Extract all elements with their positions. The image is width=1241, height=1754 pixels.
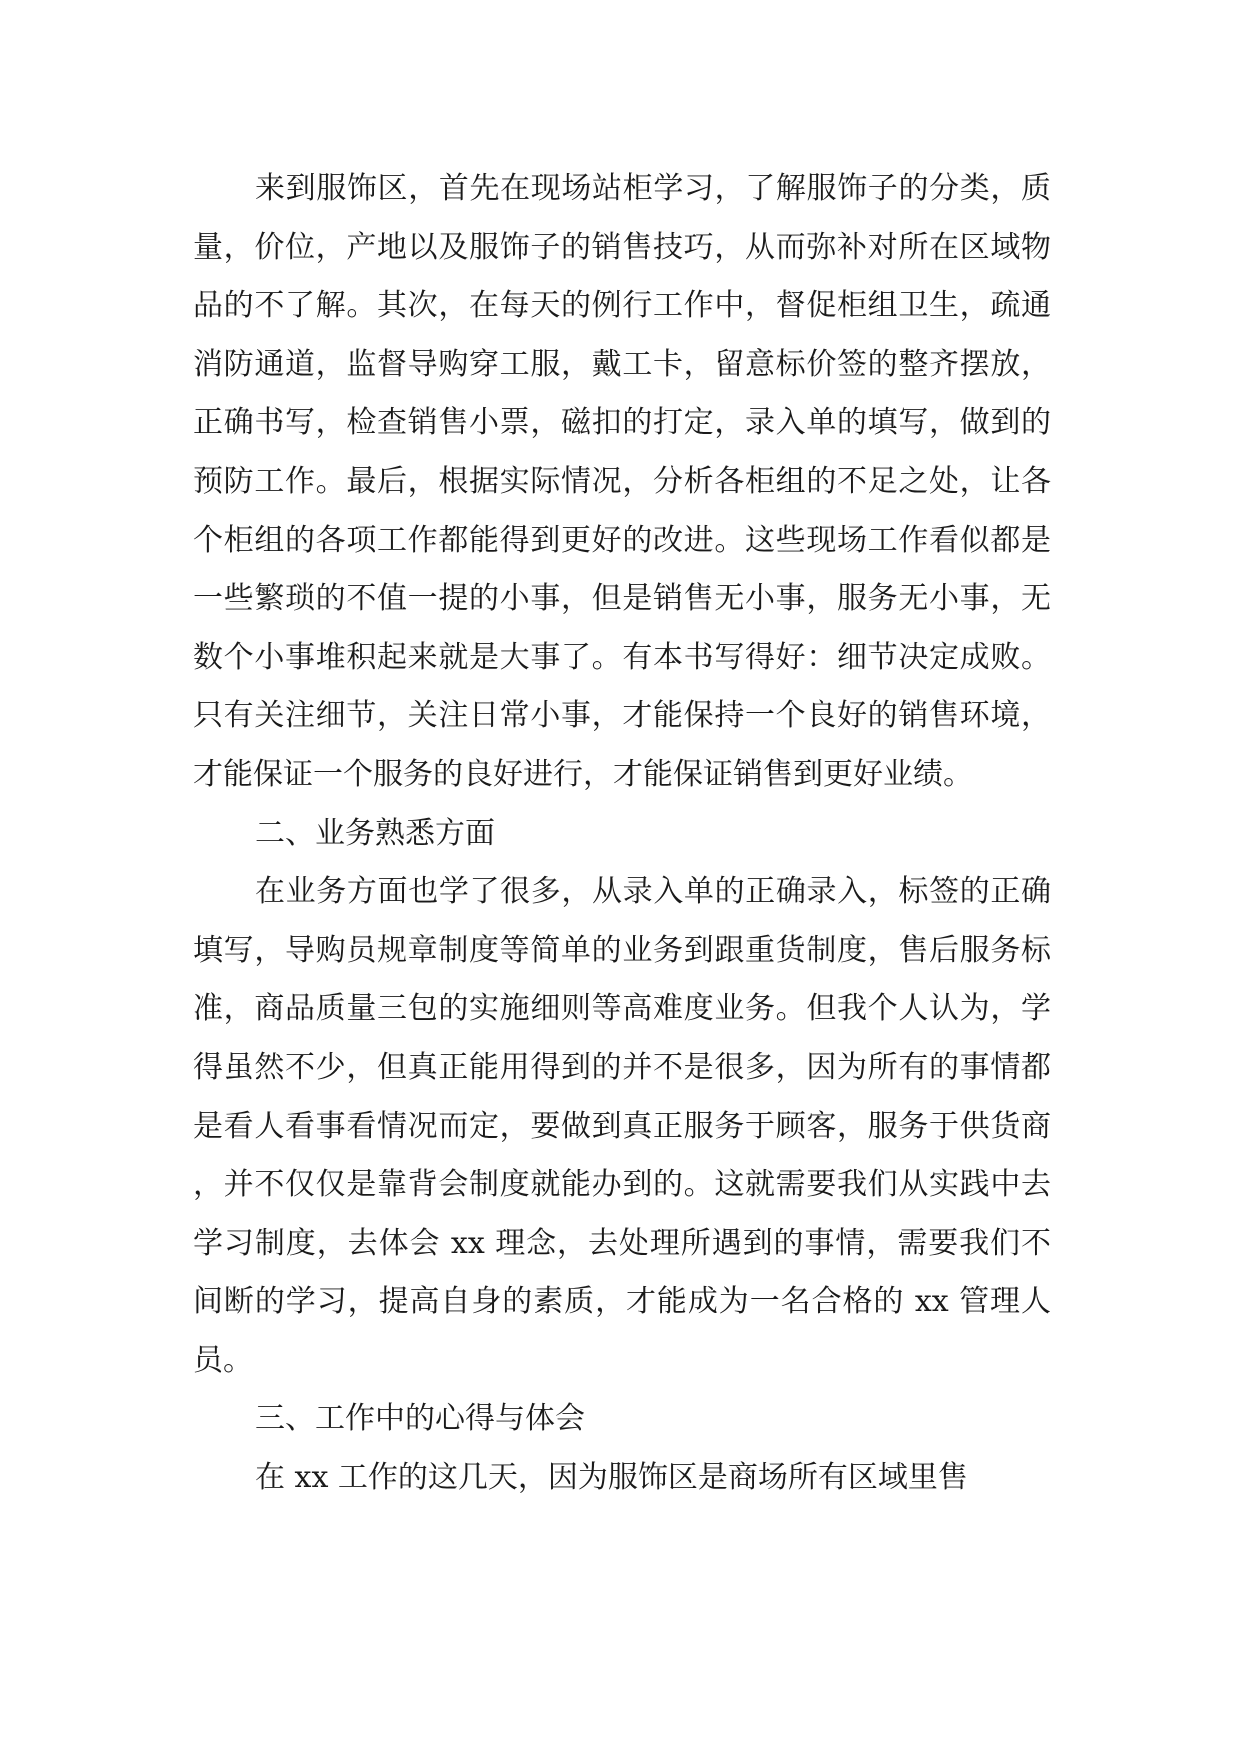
paragraph-clothing-area-duties: 来到服饰区，首先在现场站柜学习，了解服饰子的分类，质量，价位，产地以及服饰子的销售技巧，从而弥补对所在区域物品的不了解。其次，在每天的例行工作中，督促柜组卫生，疏通消防通道，监督导购穿工服，戴工卡，留意标价签的整齐摆放，正确书写，检查销售小票，磁扣的打定，录入单的填写，做到的预防工作。最后，根据实际情况，分析各柜组的不足之处，让各个柜组的各项工作都能得到更好的改进。这些现场工作看似都是一些繁琐的不值一提的小事，但是销售无小事，服务无小事，无数个小事堆积起来就是大事了。有本书写得好：细节决定成败。只有关注细节，关注日常小事，才能保持一个良好的销售环境，才能保证一个服务的良好进行，才能保证销售到更好业绩。 (193, 171, 1051, 792)
paragraph-business-learning: 在业务方面也学了很多，从录入单的正确录入，标签的正确填写，导购员规章制度等简单的业务到跟重货制度，售后服务标准，商品质量三包的实施细则等高难度业务。但我个人认为，学得虽然不少，但真正能用得到的并不是很多，因为所有的事情都是看人看事看情况而定，要做到真正服务于顾客，服务于供货商，并不仅仅是靠背会制度就能办到的。这就需要我们从实践中去学习制度，去体会 xx 理念，去处理所遇到的事情，需要我们不间断的学习，提高自身的素质，才能成为一名合格的 xx 管理人员。 (193, 874, 1051, 1378)
paragraph-work-experience: 在 xx 工作的这几天，因为服饰区是商场所有区域里售 (255, 1460, 968, 1496)
section-heading-business-familiarity: 二、业务熟悉方面 (255, 815, 495, 851)
section-heading-work-experience: 三、工作中的心得与体会 (255, 1401, 585, 1437)
document-body (193, 160, 1051, 1508)
